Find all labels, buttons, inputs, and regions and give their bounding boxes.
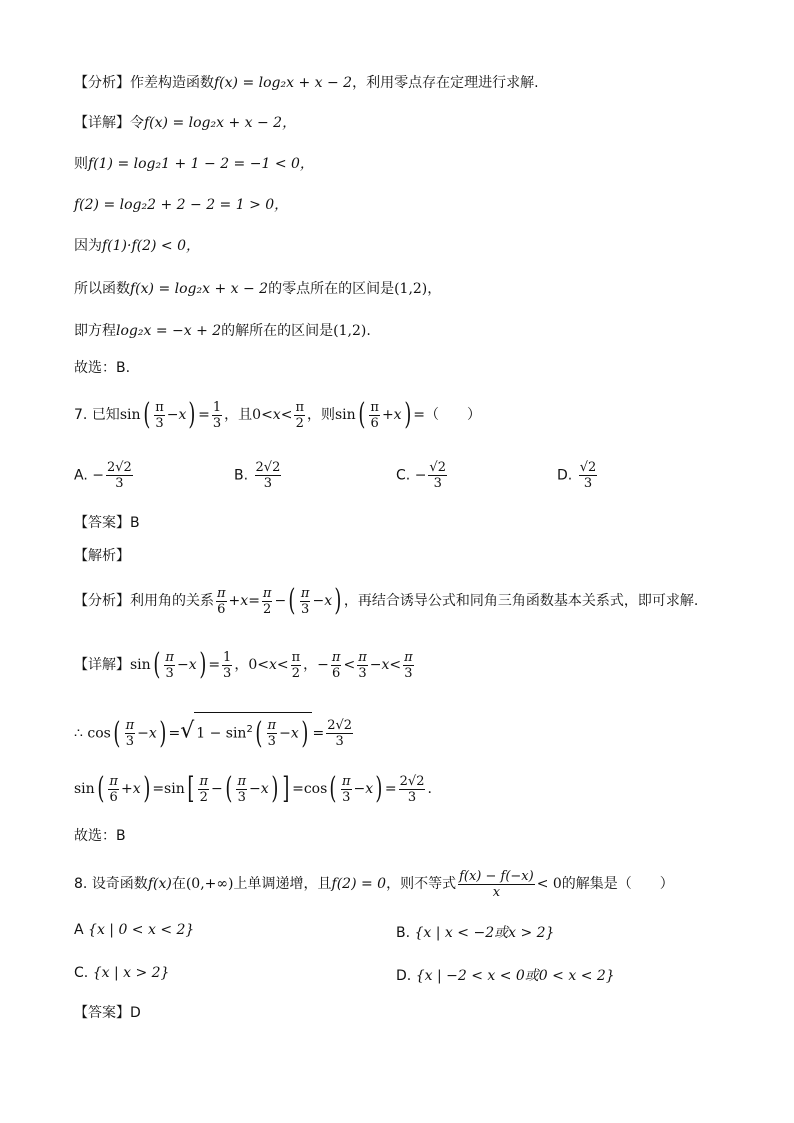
numerator: 1 [223, 649, 232, 665]
q8-text-a: 设奇函数 [91, 876, 148, 892]
option-frac [106, 460, 133, 491]
frac-pi-3 [357, 650, 368, 681]
numerator: π [165, 649, 174, 665]
denominator: 2 [291, 665, 301, 681]
denominator: 2 [295, 415, 304, 431]
denominator: 2 [263, 601, 272, 617]
minus-sign: − [279, 725, 291, 742]
answer-value: B [130, 515, 140, 531]
q7-answer [74, 513, 140, 533]
result-frac [399, 774, 426, 805]
var-x: x [381, 657, 390, 673]
choose-text: 故选：B. [74, 360, 131, 376]
option-set: {x | −2 < x < 0或0 < x < 2} [415, 968, 615, 984]
sqrt-body [194, 712, 312, 751]
q7-option-c[interactable] [396, 460, 449, 491]
var-x: x [268, 657, 277, 673]
var-x: x [240, 593, 249, 609]
paren-right: ) [188, 397, 196, 432]
equals-sign: = [384, 781, 397, 797]
cos-fn: cos [303, 781, 328, 797]
numerator: π [267, 718, 277, 734]
step-f2 [74, 195, 288, 215]
q7-text-c: ，则 [306, 407, 335, 423]
detail-label: 【详解】 [74, 115, 130, 131]
denominator: 3 [155, 415, 164, 431]
option-set: {x | 0 < x < 2} [88, 922, 195, 938]
paren-left: ( [255, 715, 263, 751]
var-x: x [178, 407, 187, 423]
paren-right: ) [159, 715, 167, 751]
q8-number: 8. [74, 876, 88, 892]
paren-right: ) [198, 647, 206, 682]
numerator: 1 [212, 399, 222, 415]
q8-option-a[interactable] [74, 922, 194, 938]
denominator: 3 [335, 734, 344, 750]
comma: ， [303, 657, 318, 673]
denominator: 3 [165, 665, 174, 681]
step-f1 [74, 154, 314, 174]
q7-analysis [74, 584, 698, 618]
bracket-left: [ [187, 771, 195, 806]
q7-choose [74, 826, 126, 846]
option-label: D. [557, 467, 573, 484]
q7-blank: （ ） [425, 407, 482, 423]
numerator: π [125, 718, 135, 734]
option-set: {x | x < −2或x > 2} [414, 925, 555, 941]
numerator: π [217, 585, 226, 601]
numerator: π [155, 399, 164, 415]
q8-fx: f(x) [147, 876, 172, 892]
option-label: C. [74, 965, 89, 981]
minus-sign: − [369, 657, 382, 673]
frac-pi-2 [291, 650, 302, 681]
denominator: 3 [358, 665, 367, 681]
numerator: 2√2 [106, 460, 132, 475]
step-product-expr: f(1)·f(2) < 0， [102, 238, 201, 254]
q8-text-c: 上单调递增，且 [233, 876, 332, 892]
minus-sign: − [166, 407, 179, 423]
equals-sign: = [312, 725, 325, 742]
lt: < [257, 657, 269, 673]
analysis-function: f(x) = log₂x + x − 2 [214, 75, 353, 91]
var-x: x [132, 781, 141, 797]
minus-sign: − [312, 593, 325, 609]
paren-left: ( [225, 771, 233, 806]
step-prefix: 即方程 [74, 323, 116, 339]
numerator: π [300, 585, 310, 601]
plus-sign: + [228, 593, 241, 609]
zero: 0 [252, 407, 262, 423]
option-sign: − [92, 467, 104, 484]
paren-left: ( [113, 715, 121, 751]
q7-option-a[interactable] [74, 460, 135, 491]
numerator: 2√2 [327, 718, 353, 734]
option-label: B. [396, 925, 411, 941]
analysis-text-end: ，再结合诱导公式和同角三角函数基本关系式，即可求解. [343, 593, 699, 609]
numerator: 2√2 [399, 773, 425, 789]
analysis-text-end: ，利用零点存在定理进行求解. [352, 75, 539, 91]
choose-text: 故选：B [74, 828, 126, 844]
option-label: C. [396, 467, 411, 484]
minus-sign: − [176, 657, 189, 673]
sin-fn: sin [334, 407, 356, 423]
equals-sign: = [292, 781, 304, 797]
sin-fn: sin [164, 781, 185, 797]
step-f2-expr: f(2) = log₂2 + 2 − 2 = 1 > 0， [74, 197, 289, 213]
denominator: 6 [332, 665, 341, 681]
denominator: 3 [583, 476, 593, 491]
analysis-label: 【分析】 [74, 75, 130, 91]
step-product [74, 236, 200, 256]
superscript-2: 2 [246, 724, 253, 735]
frac-pi-6 [216, 586, 227, 617]
frac-pi-3 [341, 774, 352, 805]
sin-fn: sin [74, 781, 95, 797]
numerator: π [291, 649, 301, 665]
analysis-text: 利用角的关系 [130, 593, 214, 609]
step-f1-expr: f(1) = log₂1 + 1 − 2 = −1 < 0， [88, 156, 314, 172]
frac-pi-6 [108, 774, 119, 805]
sqrt-sign: √ [180, 718, 195, 744]
q8-text-d: ，则不等式 [386, 876, 457, 892]
result-frac [326, 718, 353, 749]
minus-sign: − [249, 781, 261, 797]
var-x: x [393, 407, 402, 423]
var-x: x [260, 781, 269, 797]
step-mid: 的解所在的区间是 [221, 323, 334, 339]
frac-pi-3 [164, 650, 175, 681]
paren-left: ( [288, 583, 296, 618]
q7-text-a: 已知 [91, 407, 120, 423]
denominator: 3 [263, 476, 273, 491]
lt: < [276, 657, 289, 673]
bracket-right: ] [282, 771, 290, 806]
paren-right: ) [301, 715, 309, 751]
q8-interval: (0,+∞) [185, 876, 234, 892]
denominator: 6 [370, 415, 379, 431]
denominator: 3 [223, 665, 232, 681]
numerator: π [262, 585, 272, 601]
frac-pi-3 [403, 650, 414, 681]
option-label: A. [74, 467, 88, 484]
minus-sign: − [137, 725, 149, 742]
numerator: π [342, 773, 351, 789]
option-label: D. [396, 968, 412, 984]
var-x: x [365, 781, 374, 797]
q8-ineq-frac [458, 869, 535, 900]
paren-right: ) [270, 771, 279, 806]
numerator: f(x) − f(−x) [459, 868, 534, 884]
equals-sign: = [152, 781, 165, 797]
var-x: x [272, 407, 281, 423]
numerator: π [404, 649, 413, 665]
denominator: 6 [217, 601, 226, 617]
one-minus-sin: 1 − sin [196, 725, 247, 742]
cos-fn: cos [87, 725, 111, 742]
sin-fn: sin [130, 657, 151, 673]
minus-sign: − [317, 657, 329, 673]
comma: ， [234, 657, 249, 673]
q7-option-d[interactable] [557, 460, 599, 491]
detail-text: 令 [130, 115, 144, 131]
paren-left: ( [329, 771, 337, 806]
numerator: π [109, 773, 118, 789]
answer-label: 【答案】 [74, 515, 130, 531]
numerator: π [237, 773, 246, 789]
detail-line-1 [74, 113, 296, 133]
zero: 0 [248, 657, 258, 673]
paren-right: ) [142, 771, 150, 806]
numerator: π [358, 649, 367, 665]
var-x: x [324, 593, 333, 609]
numerator: π [199, 773, 208, 789]
frac-pi-6 [331, 650, 342, 681]
period: . [427, 781, 432, 797]
paren-left: ( [142, 397, 150, 432]
denominator: 2 [199, 789, 208, 805]
numerator: π [295, 399, 304, 415]
frac-pi-2 [294, 400, 305, 431]
detail-function: f(x) = log₂x + x − 2， [144, 115, 297, 131]
frac-pi-3 [236, 774, 247, 805]
var-x: x [148, 725, 157, 742]
step-interval: (1,2). [333, 323, 371, 339]
frac-1-3 [222, 650, 232, 681]
option-label: A [74, 922, 84, 938]
analysis-text: 作差构造函数 [130, 75, 214, 91]
step-prefix: 因为 [74, 238, 102, 254]
equals-sign: = [168, 725, 181, 742]
step-mid: 的零点所在的区间是 [268, 281, 395, 297]
step-eq: log₂x = −x + 2 [116, 323, 222, 339]
q7-option-b[interactable] [234, 460, 283, 491]
option-sign: − [414, 467, 427, 484]
denominator: 3 [433, 476, 442, 491]
frac-pi-3 [154, 400, 165, 431]
minus-sign: − [274, 593, 287, 609]
q8-option-c[interactable] [74, 965, 169, 981]
q7-jiexi [74, 546, 130, 566]
numerator: √2 [429, 460, 446, 475]
q8-ineq-rest: < 0 [536, 876, 562, 892]
lt: < [343, 657, 356, 673]
frac-1-3 [212, 400, 222, 431]
minus-sign: − [211, 781, 223, 797]
option-set: {x | x > 2} [92, 965, 170, 981]
q8-text-b: 在 [171, 876, 186, 892]
frac-pi-2 [262, 586, 273, 617]
option-label: B. [234, 467, 249, 484]
plus-sign: + [120, 781, 133, 797]
q7-cos-step [74, 712, 355, 751]
minus-sign: − [353, 781, 366, 797]
answer-label: 【答案】 [74, 1005, 130, 1021]
denominator: 3 [342, 789, 351, 805]
plus-sign: + [381, 407, 394, 423]
paren-left: ( [97, 771, 105, 806]
denominator: 3 [237, 789, 246, 805]
paren-left: ( [358, 397, 366, 432]
equals-sign: = [413, 407, 426, 423]
numerator: π [331, 649, 341, 665]
option-frac [255, 460, 282, 491]
step-fn: f(x) = log₂x + x − 2 [130, 281, 269, 297]
frac-pi-3 [300, 586, 311, 617]
numerator: 2√2 [255, 460, 281, 475]
denominator: 3 [407, 789, 417, 805]
paren-right: ) [375, 771, 383, 806]
step-prefix: 所以函数 [74, 281, 130, 297]
jiexi-label: 【解析】 [74, 548, 130, 564]
q8-f2: f(2) = 0 [331, 876, 387, 892]
denominator: 3 [404, 665, 413, 681]
denominator: 3 [115, 476, 124, 491]
paren-right: ) [334, 583, 342, 618]
numerator: √2 [579, 460, 597, 475]
sin-fn: sin [119, 407, 141, 423]
frac-pi-2 [198, 774, 209, 805]
q8-text-e: 的解集是（ ） [561, 876, 674, 892]
step-interval: (1,2)， [394, 281, 442, 297]
lt: < [280, 407, 293, 423]
equals-sign: = [198, 407, 210, 423]
q7-detail [74, 648, 416, 682]
paren-right: ) [403, 397, 411, 432]
detail-label: 【详解】 [74, 657, 130, 673]
denominator: x [492, 884, 501, 900]
step-zero-interval [74, 279, 441, 299]
q8-stem [74, 866, 674, 902]
frac-pi-6 [369, 400, 380, 431]
option-frac [428, 460, 447, 491]
step-prefix: 则 [74, 156, 88, 172]
answer-value: D [130, 1005, 141, 1021]
var-x: x [290, 725, 299, 742]
denominator: 3 [267, 734, 276, 750]
denominator: 3 [125, 734, 134, 750]
choose-line-1 [74, 358, 130, 378]
analysis-line-1 [74, 73, 539, 93]
step-equation-interval [74, 321, 371, 341]
var-x: x [188, 657, 197, 673]
denominator: 6 [109, 789, 118, 805]
q8-option-b[interactable] [396, 922, 554, 942]
q7-stem [74, 398, 481, 432]
lt: < [261, 407, 273, 423]
option-frac [579, 460, 598, 491]
denominator: 3 [212, 415, 222, 431]
frac-pi-3 [125, 718, 136, 749]
q8-option-d[interactable] [396, 965, 615, 985]
denominator: 3 [301, 601, 310, 617]
frac-pi-3 [267, 718, 278, 749]
equals-sign: = [208, 657, 221, 673]
numerator: π [370, 399, 379, 415]
therefore-sign: ∴ [74, 725, 83, 742]
q7-number: 7. [74, 407, 88, 423]
q8-answer [74, 1003, 141, 1023]
paren-left: ( [153, 647, 161, 682]
q7-text-b: ，且 [224, 407, 253, 423]
q7-sin-step [74, 772, 432, 806]
lt: < [389, 657, 402, 673]
analysis-label: 【分析】 [74, 593, 130, 609]
equals-sign: = [248, 593, 260, 609]
